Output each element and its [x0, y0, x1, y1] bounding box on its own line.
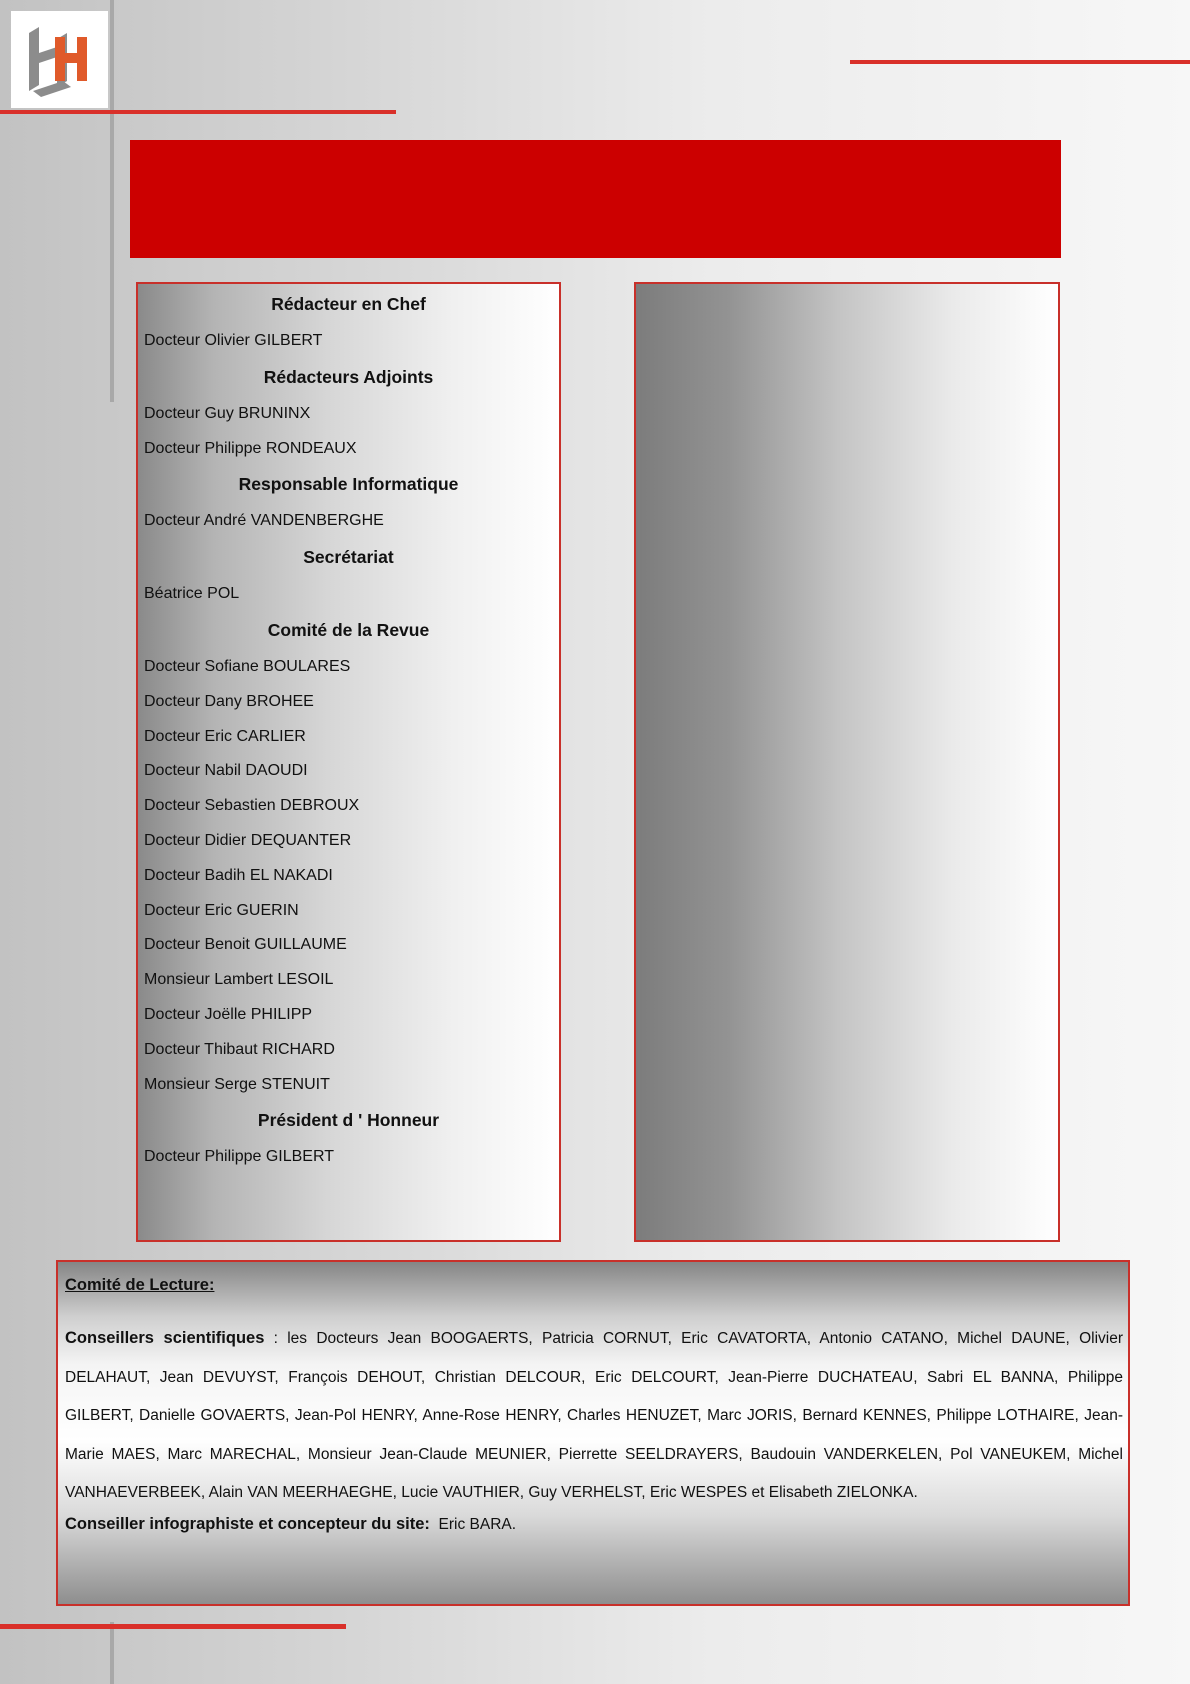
section-heading: Secrétariat: [303, 547, 394, 568]
member-name: Docteur Didier DEQUANTER: [144, 832, 352, 849]
masthead-panel: [136, 282, 561, 1242]
member-name: Docteur Philippe GILBERT: [144, 1148, 335, 1166]
member-name: Docteur Thibaut RICHARD: [144, 1040, 335, 1058]
red-rule-top-left: [0, 110, 396, 114]
scientific-advisors-paragraph: [65, 1319, 1123, 1513]
infographic-credit: [65, 1515, 516, 1534]
infographic-value: Eric BARA.: [438, 1516, 517, 1533]
member-name: Docteur Benoit GUILLAUME: [144, 936, 347, 954]
member-name: Docteur Badih EL NAKADI: [144, 866, 333, 884]
section-heading: Rédacteur en Chef: [271, 294, 426, 314]
section-heading: Rédacteurs Adjoints: [263, 366, 434, 387]
red-rule-bottom: [0, 1624, 346, 1629]
empty-gradient-panel: [634, 282, 1060, 1242]
vertical-rule-bottom: [110, 1622, 114, 1684]
title-banner: [130, 140, 1061, 258]
infographic-label: Conseiller infographiste et concepteur du site:: [65, 1515, 430, 1533]
section-heading: Président d ' Honneur: [257, 1110, 440, 1131]
member-name: Béatrice POL: [144, 585, 240, 603]
scientific-advisors-label: Conseillers scientifiques: [65, 1329, 265, 1347]
member-name: Docteur Sofiane BOULARES: [144, 658, 351, 675]
scientific-advisors-list: : les Docteurs Jean BOOGAERTS, Patricia CORNUT, Eric CAVATORTA, Antonio CATANO, Michel DAUNE, Olivier DELAHAUT, Jean DEVUYST, François DEHOUT, Christian DELCOUR, Eric DELCOURT, Jean-Pierre DUCHATEAU, Sabri EL BANNA, Philippe GILBERT, Danielle GOVAERTS, Jean-Pol HENRY, Anne-Rose HENRY, Charles HENUZET, Marc JORIS, Bernard KENNES, Philippe LOTHAIRE, Jean-Marie MAES, Marc MARECHAL, Monsieur Jean-Claude MEUNIER, Pierrette SEELDRAYERS, Baudouin VANDERKELEN, Pol VANEUKEM, Michel VANHAEVERBEEK, Alain VAN MEERHAEGHE, Lucie VAUTHIER, Guy VERHELST, Eric WESPES et Elisabeth ZIELONKA.: [65, 1330, 1123, 1501]
member-name: Docteur André VANDENBERGHE: [144, 512, 384, 530]
member-name: Docteur Guy BRUNINX: [144, 404, 311, 422]
member-name: Docteur Nabil DAOUDI: [144, 762, 308, 780]
section-heading: Responsable Informatique: [238, 474, 459, 495]
section-heading: Comité de la Revue: [267, 620, 430, 640]
member-name: Docteur Olivier GILBERT: [144, 332, 323, 349]
member-name: Docteur Dany BROHEE: [144, 692, 314, 710]
member-name: Monsieur Serge STENUIT: [144, 1075, 330, 1093]
reading-committee-panel: [56, 1260, 1130, 1606]
member-name: Monsieur Lambert LESOIL: [144, 971, 334, 989]
reading-committee-title: Comité de Lecture:: [65, 1276, 215, 1294]
member-name: Docteur Philippe RONDEAUX: [144, 439, 357, 457]
red-rule-top-right: [850, 60, 1190, 64]
vertical-rule-top: [110, 0, 114, 402]
hh-logo-icon: [11, 11, 108, 108]
member-name: Docteur Eric GUERIN: [144, 901, 299, 919]
member-name: Docteur Sebastien DEBROUX: [144, 797, 360, 815]
member-name: Docteur Eric CARLIER: [144, 727, 306, 745]
member-name: Docteur Joëlle PHILIPP: [144, 1006, 313, 1023]
